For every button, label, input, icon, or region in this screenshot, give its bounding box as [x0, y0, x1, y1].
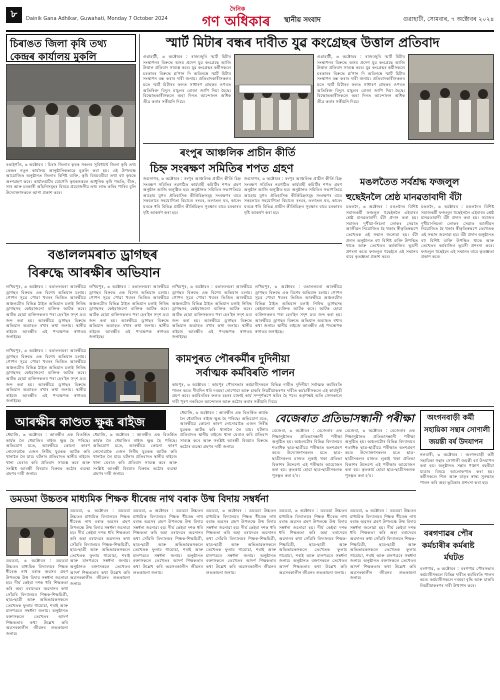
story5-headline-line1: বঙাললমৰাত ড্ৰাগছৰ	[48, 248, 158, 263]
story10-headline-line1: অংগনবাড়ী কৰ্মী	[427, 413, 475, 422]
story5-photo-image	[90, 349, 169, 404]
story7-body-col2: ধেমাজি, ৬ অক্টোবৰ : আৰক্ষীৰ এক বিতৰ্কিত কাৰ্যক লৈ ধেমাজিৰ ৰাইজ ক্ষুব্ধ হৈ পৰিছে। অভিযোগ মতে, আৰক্ষীয়ে কোনো কাৰণ নোদোৱাকৈ এজন নিৰীহ যুৱকক আটক কৰি থানালৈ লৈ যায়। ঘটনাৰ প্ৰতিবাদত স্থানীয় ৰাইজে থানা ঘেৰাও কৰি প্ৰতিবাদ সাব্যস্ত কৰে আৰু সংশ্লিষ্ট আৰক্ষী বিষয়াৰ বিৰুদ্ধে কঠোৰ ব্যৱস্থা গ্ৰহণৰ দাবী জনায়।	[93, 432, 177, 477]
story5-body-col5: লখিমপুৰ, ৬ অক্টোবৰ : বঙাললমৰা আৰক্ষীয়ে ড্ৰাগছৰ বিৰুদ্ধে এক বিশেষ অভিযান চলায়। গোপন সূত্ৰে পোৱা খবৰৰ ভিত্তিত আৰক্ষীয়ে অঞ্চলটোৰ বিভিন্ন ঠাইত অভিযান চলাই নিষিদ্ধ ড্ৰাগছসহ কেইবাজনো ব্যক্তিক আটক কৰে। আটক হোৱা ব্যক্তিসকলৰ পৰা হেৰ'ইন সদৃশ দ্ৰব্য জব্দ কৰা হয়। আৰক্ষীয়ে ড্ৰাগছৰ বিৰুদ্ধে অভিযান অব্যাহত ৰখাৰ কথা জনায়। স্থানীয় ৰাইজে আৰক্ষীৰ এই পদক্ষেপক স্বাগতম জনাইছে।	[6, 348, 86, 404]
story9-photo-image	[7, 509, 68, 556]
masthead-rule	[6, 30, 494, 32]
divider-rule	[6, 243, 342, 244]
story7-body: ধেমাজি, ৬ অক্টোবৰ : আৰক্ষীৰ এক বিতৰ্কিত কাৰ্যক লৈ ধেমাজিৰ ৰাইজ ক্ষুব্ধ হৈ পৰিছে। অভিযোগ মতে, আৰক্ষীয়ে কোনো কাৰণ নোদোৱাকৈ এজন নিৰীহ যুৱকক আটক কৰি থানালৈ লৈ যায়। ঘটনাৰ প্ৰতিবাদত স্থানীয় ৰাইজে থানা ঘেৰাও কৰি প্ৰতিবাদ সাব্যস্ত কৰে আৰু সংশ্লিষ্ট আৰক্ষী বিষয়াৰ বিৰুদ্ধে কঠোৰ ব্যৱস্থা গ্ৰহণৰ দাবী জনায়।	[6, 432, 90, 477]
story10-headline-box	[420, 410, 494, 450]
story4-headline-line1: মঙলতৈত সৰ্বশ্ৰদ্ধ ফজলুল	[360, 177, 460, 188]
story1-headline-line2: কেন্দ্ৰৰ কাৰ্যালয় মুকলি	[10, 52, 97, 63]
story6-body: কামপুৰ, ৬ অক্টোবৰ : কামপুৰ পৌৰসভাৰ কৰ্মচাৰীসকলে বিভিন্ন দাবীত দুদিনীয়া সৰ্বাত্মক কৰ্মবিৰতি পালন কৰে। দীৰ্ঘদিন ধৰি দৰমহা নোপোৱা আৰু চাকৰি নিয়মীয়াকৰণৰ দাবীত কৰ্মচাৰীসকলে এই কাৰ্যসূচী গ্ৰহণ কৰে। কৰ্মবিৰতিৰ ফলত চহৰৰ চাফাই কাৰ্য সম্পূৰ্ণৰূপে স্থবিৰ হৈ পৰে। কৰ্তৃপক্ষই অতি সোনকালে দাবী পূৰণ নকৰিলে আন্দোলন আৰু কঠোৰ কৰাৰ সকীয়নি দিয়ে।	[172, 382, 342, 404]
story1-photo	[6, 64, 136, 160]
story2-photo-right-image	[409, 55, 494, 140]
story2-headline: স্মাৰ্ট মিটাৰ বন্ধৰ দাবীত যুৱ কংগ্ৰেছৰ উত্তাল প্ৰতিবাদ	[166, 36, 440, 51]
story9-body: ডমডমা, ৬ অক্টোবৰ : ডমডমা উচ্চতৰ মাধ্যমিক বিদ্যালয়ৰ শিক্ষক ধীৰেন্দ্ৰ নাথ বৰাক অৱসৰ গ্ৰহণ উপলক্ষে উষ্ম বিদায় সম্বৰ্ধনা জনোৱা হয়। দীৰ্ঘ কেইবা দশক ধৰি শিক্ষকতা কৰি অহা বৰাদেৱৰ অৱদানৰ কথা সোঁৱৰি বিদ্যালয়ৰ শিক্ষক-শিক্ষয়িত্ৰী, ছাত্ৰ-ছাত্ৰী আৰু অভিভাৱকসকলে তেখেতক ফুলাম গামোচা, শৰাই আৰু মানপত্ৰৰে সম্বৰ্ধনা জনায়। অনুষ্ঠানত বক্তাসকলে তেখেতৰ আদৰ্শ শিক্ষকতাৰ কথা উল্লেখ কৰি অৱসৰকালীন জীৱনৰ শুভকামনা জনায়।	[70, 508, 130, 586]
story3-body-col2: জয়সাগৰ, ৬ অক্টোবৰ : ৰংপুৰ আঞ্চলিক প্ৰাচীন কীৰ্তি চিহ্ন সংৰক্ষণ সমিতিৰ নৱগঠিত কাৰ্যবাহী কমিটিৰ শপত গ্ৰহণ অনুষ্ঠান আজি অনুষ্ঠিত হয়। অনুষ্ঠানত সমিতিৰ সভাপতিয়ে আহোম যুগৰ ঐতিহাসিক কীৰ্তিচিহ্নসমূহ সংৰক্ষণৰ বাবে সকলোৰে সহযোগিতা বিচাৰে। ৰংঘৰ, তলাতল ঘৰ, কাৰেং ঘৰকে ধৰি বিভিন্ন প্ৰাচীন কীৰ্তিচিহ্নৰ সুৰক্ষাৰ বাবে চৰকাৰৰ দৃষ্টি আকৰ্ষণ কৰা হয়।	[244, 176, 342, 215]
story4-headline-line2: হুছেইনলৈ শ্ৰেষ্ঠ মানৱতাবাদী বঁটা	[346, 193, 462, 203]
story5-body: লখিমপুৰ, ৬ অক্টোবৰ : বঙাললমৰা আৰক্ষীয়ে ড্ৰাগছৰ বিৰুদ্ধে এক বিশেষ অভিযান চলায়। গোপন সূত্ৰে পোৱা খবৰৰ ভিত্তিত আৰক্ষীয়ে অঞ্চলটোৰ বিভিন্ন ঠাইত অভিযান চলাই নিষিদ্ধ ড্ৰাগছসহ কেইবাজনো ব্যক্তিক আটক কৰে। আটক হোৱা ব্যক্তিসকলৰ পৰা হেৰ'ইন সদৃশ দ্ৰব্য জব্দ কৰা হয়। আৰক্ষীয়ে ড্ৰাগছৰ বিৰুদ্ধে অভিযান অব্যাহত ৰখাৰ কথা জনায়। স্থানীয় ৰাইজে আৰক্ষীৰ এই পদক্ষেপক স্বাগতম জনাইছে।	[6, 284, 86, 340]
story2-body-right: গুৱাহাটী, ৬ অক্টোবৰ : ৰাজ্যজুৰি স্মাৰ্ট মিটাৰ সংস্থাপনৰ বিৰুদ্ধে অসম প্ৰদেশ যুৱ কংগ্ৰেছে আজি উত্তাল প্ৰতিবাদ সাব্যস্ত কৰে। যুৱ কংগ্ৰেছৰ কৰ্মীসকলে চৰকাৰৰ বিৰুদ্ধে শ্ল'গান দি অবিলম্বে স্মাৰ্ট মিটাৰ সংস্থাপন বন্ধ কৰাৰ দাবী জনায়। প্ৰতিবাদকাৰীসকলৰ মতে স্মাৰ্ট মিটাৰৰ ফলত সাধাৰণ গ্ৰাহকৰ ওপৰত অতিৰিক্ত বিদ্যুৎ মাচুলৰ বোজা জাপি দিয়া হৈছে। বিক্ষোভকাৰীসকলে অহা দিনত আন্দোলন অধিক তীব্ৰ কৰাৰ সকীয়নি দিয়ে।	[317, 54, 405, 104]
story5-body-col3: লখিমপুৰ, ৬ অক্টোবৰ : বঙাললমৰা আৰক্ষীয়ে ড্ৰাগছৰ বিৰুদ্ধে এক বিশেষ অভিযান চলায়। গোপন সূত্ৰে পোৱা খবৰৰ ভিত্তিত আৰক্ষীয়ে অঞ্চলটোৰ বিভিন্ন ঠাইত অভিযান চলাই নিষিদ্ধ ড্ৰাগছসহ কেইবাজনো ব্যক্তিক আটক কৰে। আটক হোৱা ব্যক্তিসকলৰ পৰা হেৰ'ইন সদৃশ দ্ৰব্য জব্দ কৰা হয়। আৰক্ষীয়ে ড্ৰাগছৰ বিৰুদ্ধে অভিযান অব্যাহত ৰখাৰ কথা জনায়। স্থানীয় ৰাইজে আৰক্ষীৰ এই পদক্ষেপক স্বাগতম জনাইছে।	[172, 284, 252, 340]
logo-small-text: দৈনিক	[230, 6, 246, 13]
column-divider	[139, 34, 140, 242]
story8-body-col2: বেজেৰা, ৬ অক্টোবৰ : বেজেৰাৰ এক শিক্ষানুষ্ঠানত প্ৰতিভাসন্ধানী পৰীক্ষা অনুষ্ঠিত হয়। অঞ্চলটোৰ বিভিন্ন বিদ্যালয়ৰ শতাধিক ছাত্ৰ-ছাত্ৰীয়ে পৰীক্ষাত অংশগ্ৰহণ কৰে। উদ্যোক্তাসকলৰ মতে ছাত্ৰ-ছাত্ৰীসকলৰ মাজত লুকাই থকা প্ৰতিভা বিকাশৰ উদ্দেশ্যে এই পৰীক্ষাৰ আয়োজন কৰা হয়। কৃতকাৰ্য হোৱা ছাত্ৰ-ছাত্ৰীসকলক পুৰস্কৃত কৰা হ'ব।	[345, 428, 415, 478]
story1-headline-line1: চিৰাঙত জিলা কৃষি তথ্য	[10, 39, 107, 50]
story5-photo	[89, 348, 169, 404]
story10-headline-line2: সহায়িকা সন্থাৰ সোণালী	[424, 426, 490, 434]
story3-headline-line1: ৰংপুৰ আঞ্চলিক প্ৰাচীন কীৰ্তি	[180, 148, 296, 159]
story6-headline-line1: কামপুৰত পৌৰকৰ্মীৰ দুদিনীয়া	[176, 354, 290, 365]
logo-main-text: গণ অধিকাৰ	[202, 14, 271, 30]
story9-body-col0: ডমডমা, ৬ অক্টোবৰ : ডমডমা উচ্চতৰ মাধ্যমিক বিদ্যালয়ৰ শিক্ষক ধীৰেন্দ্ৰ নাথ বৰাক অৱসৰ গ্ৰহণ উপলক্ষে উষ্ম বিদায় সম্বৰ্ধনা জনোৱা হয়। দীৰ্ঘ কেইবা দশক ধৰি শিক্ষকতা কৰি অহা বৰাদেৱৰ অৱদানৰ কথা সোঁৱৰি বিদ্যালয়ৰ শিক্ষক-শিক্ষয়িত্ৰী, ছাত্ৰ-ছাত্ৰী আৰু অভিভাৱকসকলে তেখেতক ফুলাম গামোচা, শৰাই আৰু মানপত্ৰৰে সম্বৰ্ধনা জনায়। অনুষ্ঠানত বক্তাসকলে তেখেতৰ আদৰ্শ শিক্ষকতাৰ কথা উল্লেখ কৰি অৱসৰকালীন জীৱনৰ শুভকামনা জনায়।	[6, 558, 68, 636]
story6-headline-line2: সৰ্বাত্মক কৰ্মবিৰতি পালন	[196, 368, 295, 379]
story2-photo-right	[408, 54, 494, 140]
divider-rule	[143, 143, 494, 144]
story3-body: জয়সাগৰ, ৬ অক্টোবৰ : ৰংপুৰ আঞ্চলিক প্ৰাচীন কীৰ্তি চিহ্ন সংৰক্ষণ সমিতিৰ নৱগঠিত কাৰ্যবাহী কমিটিৰ শপত গ্ৰহণ অনুষ্ঠান আজি অনুষ্ঠিত হয়। অনুষ্ঠানত সমিতিৰ সভাপতিয়ে আহোম যুগৰ ঐতিহাসিক কীৰ্তিচিহ্নসমূহ সংৰক্ষণৰ বাবে সকলোৰে সহযোগিতা বিচাৰে। ৰংঘৰ, তলাতল ঘৰ, কাৰেং ঘৰকে ধৰি বিভিন্ন প্ৰাচীন কীৰ্তিচিহ্নৰ সুৰক্ষাৰ বাবে চৰকাৰৰ দৃষ্টি আকৰ্ষণ কৰা হয়।	[143, 176, 241, 215]
story7-headline: আৰক্ষীৰ কাণ্ডত ক্ষুব্ধ ৰাইজ	[15, 415, 145, 429]
page-number: ৮	[6, 7, 22, 23]
divider-rule	[420, 524, 494, 525]
divider-rule	[6, 490, 416, 491]
story11-body: বৰগণাৱ, ৬ অক্টোবৰ : বৰগণাৱ পৌৰসভাৰ কৰ্মচাৰীসকলে বিভিন্ন দাবীত কৰ্মবিৰতি পালন কৰে। কৰ্মচাৰীসকলে দৰমহা বৃদ্ধি আৰু চাকৰি নিয়মীয়াকৰণৰ দাবী উত্থাপন কৰে।	[420, 566, 494, 588]
story9-body-col2: ডমডমা, ৬ অক্টোবৰ : ডমডমা উচ্চতৰ মাধ্যমিক বিদ্যালয়ৰ শিক্ষক ধীৰেন্দ্ৰ নাথ বৰাক অৱসৰ গ্ৰহণ উপলক্ষে উষ্ম বিদায় সম্বৰ্ধনা জনোৱা হয়। দীৰ্ঘ কেইবা দশক ধৰি শিক্ষকতা কৰি অহা বৰাদেৱৰ অৱদানৰ কথা সোঁৱৰি বিদ্যালয়ৰ শিক্ষক-শিক্ষয়িত্ৰী, ছাত্ৰ-ছাত্ৰী আৰু অভিভাৱকসকলে তেখেতক ফুলাম গামোচা, শৰাই আৰু মানপত্ৰৰে সম্বৰ্ধনা জনায়। অনুষ্ঠানত বক্তাসকলে তেখেতৰ আদৰ্শ শিক্ষকতাৰ কথা উল্লেখ কৰি অৱসৰকালীন জীৱনৰ শুভকামনা জনায়।	[133, 508, 203, 575]
story9-headline: ডমডমা উচ্চতৰ মাধ্যমিক শিক্ষক ধীৰেন্দ্ৰ নাথ বৰাক উষ্ম বিদায় সম্বৰ্ধনা	[10, 494, 269, 505]
story5-body-col2: লখিমপুৰ, ৬ অক্টোবৰ : বঙাললমৰা আৰক্ষীয়ে ড্ৰাগছৰ বিৰুদ্ধে এক বিশেষ অভিযান চলায়। গোপন সূত্ৰে পোৱা খবৰৰ ভিত্তিত আৰক্ষীয়ে অঞ্চলটোৰ বিভিন্ন ঠাইত অভিযান চলাই নিষিদ্ধ ড্ৰাগছসহ কেইবাজনো ব্যক্তিক আটক কৰে। আটক হোৱা ব্যক্তিসকলৰ পৰা হেৰ'ইন সদৃশ দ্ৰব্য জব্দ কৰা হয়। আৰক্ষীয়ে ড্ৰাগছৰ বিৰুদ্ধে অভিযান অব্যাহত ৰখাৰ কথা জনায়। স্থানীয় ৰাইজে আৰক্ষীৰ এই পদক্ষেপক স্বাগতম জনাইছে।	[89, 284, 169, 340]
story3-headline-line2: চিহ্ন সংৰক্ষণ সমিতিৰ শপত গ্ৰহণ	[150, 162, 294, 175]
story11-headline-line2: কৰ্মচাৰীৰ কৰ্মৰাষ্ট	[422, 541, 475, 550]
story9-body-col5: ডমডমা, ৬ অক্টোবৰ : ডমডমা উচ্চতৰ মাধ্যমিক বিদ্যালয়ৰ শিক্ষক ধীৰেন্দ্ৰ নাথ বৰাক অৱসৰ গ্ৰহণ উপলক্ষে উষ্ম বিদায় সম্বৰ্ধনা জনোৱা হয়। দীৰ্ঘ কেইবা দশক ধৰি শিক্ষকতা কৰি অহা বৰাদেৱৰ অৱদানৰ কথা সোঁৱৰি বিদ্যালয়ৰ শিক্ষক-শিক্ষয়িত্ৰী, ছাত্ৰ-ছাত্ৰী আৰু অভিভাৱকসকলে তেখেতক ফুলাম গামোচা, শৰাই আৰু মানপত্ৰৰে সম্বৰ্ধনা জনায়। অনুষ্ঠানত বক্তাসকলে তেখেতৰ আদৰ্শ শিক্ষকতাৰ কথা উল্লেখ কৰি অৱসৰকালীন জীৱনৰ শুভকামনা জনায়।	[350, 508, 416, 581]
story4-body: মঙলদৈ, ৬ অক্টোবৰ : মঙলদৈৰ বিশিষ্ট সমাজকৰ্মী ফজলুল হুছেইনলৈ এইবাৰৰ শ্ৰেষ্ঠ মানৱতাবাদী বঁটা প্ৰদান কৰা হয়। সমাজৰ দুখীয়া-নিচলা লোকৰ সেৱাত আজীৱন নিয়োজিত হৈ থকাৰ স্বীকৃতিস্বৰূপে তেখেতক এই সন্মান জনোৱা হয়। বঁটা প্ৰদান অনুষ্ঠানত বহু বিশিষ্ট ব্যক্তি উপস্থিত থাকে আৰু তেখেতৰ কৰ্মৰাজিৰ ভূয়সী প্ৰশংসা কৰে। ফজলুল হুছেইনে এই সন্মানৰ বাবে কৃতজ্ঞতা প্ৰকাশ কৰে।	[346, 204, 418, 260]
story7-headline-box	[6, 410, 166, 430]
story8-headline: বেজেৰাত প্ৰতিভাসন্ধানী পৰীক্ষা	[275, 412, 414, 425]
story8-body: বেজেৰা, ৬ অক্টোবৰ : বেজেৰাৰ এক শিক্ষানুষ্ঠানত প্ৰতিভাসন্ধানী পৰীক্ষা অনুষ্ঠিত হয়। অঞ্চলটোৰ বিভিন্ন বিদ্যালয়ৰ শতাধিক ছাত্ৰ-ছাত্ৰীয়ে পৰীক্ষাত অংশগ্ৰহণ কৰে। উদ্যোক্তাসকলৰ মতে ছাত্ৰ-ছাত্ৰীসকলৰ মাজত লুকাই থকা প্ৰতিভা বিকাশৰ উদ্দেশ্যে এই পৰীক্ষাৰ আয়োজন কৰা হয়। কৃতকাৰ্য হোৱা ছাত্ৰ-ছাত্ৰীসকলক পুৰস্কৃত কৰা হ'ব।	[272, 428, 342, 478]
story1-body: বঙাইগাঁও, ৬ অক্টোবৰ : চিৰাং জিলাৰ কৃষক সকলৰ সুবিধাৰ্থে জিলা কৃষি তথ্য কেন্দ্ৰৰ নতুন কাৰ্যালয় আনুষ্ঠানিকভাৱে মুকলি কৰা হয়। এই উপলক্ষে আয়োজিত অনুষ্ঠানত জিলাৰ বিশিষ্ট ব্যক্তি, কৃষি বিষয়ববীয়া তথা বহু কৃষকে অংশগ্ৰহণ কৰে। কাৰ্যালয়টিৰ যোগেদি কৃষকসকলে আধুনিক কৃষি পদ্ধতি, বীজ, সাৰ আৰু চৰকাৰী আঁচনিসমূহৰ বিষয়ে প্ৰয়োজনীয় তথ্য লাভ কৰিব পাৰিব বুলি উদ্যোক্তাসকলে আশা প্ৰকাশ কৰে।	[6, 162, 136, 195]
story5-body-col4: লখিমপুৰ, ৬ অক্টোবৰ : বঙাললমৰা আৰক্ষীয়ে ড্ৰাগছৰ বিৰুদ্ধে এক বিশেষ অভিযান চলায়। গোপন সূত্ৰে পোৱা খবৰৰ ভিত্তিত আৰক্ষীয়ে অঞ্চলটোৰ বিভিন্ন ঠাইত অভিযান চলাই নিষিদ্ধ ড্ৰাগছসহ কেইবাজনো ব্যক্তিক আটক কৰে। আটক হোৱা ব্যক্তিসকলৰ পৰা হেৰ'ইন সদৃশ দ্ৰব্য জব্দ কৰা হয়। আৰক্ষীয়ে ড্ৰাগছৰ বিৰুদ্ধে অভিযান অব্যাহত ৰখাৰ কথা জনায়। স্থানীয় ৰাইজে আৰক্ষীৰ এই পদক্ষেপক স্বাগতম জনাইছে।	[255, 284, 342, 334]
section-name: স্থানীয় সংবাদ	[284, 16, 321, 24]
story9-body-col3: ডমডমা, ৬ অক্টোবৰ : ডমডমা উচ্চতৰ মাধ্যমিক বিদ্যালয়ৰ শিক্ষক ধীৰেন্দ্ৰ নাথ বৰাক অৱসৰ গ্ৰহণ উপলক্ষে উষ্ম বিদায় সম্বৰ্ধনা জনোৱা হয়। দীৰ্ঘ কেইবা দশক ধৰি শিক্ষকতা কৰি অহা বৰাদেৱৰ অৱদানৰ কথা সোঁৱৰি বিদ্যালয়ৰ শিক্ষক-শিক্ষয়িত্ৰী, ছাত্ৰ-ছাত্ৰী আৰু অভিভাৱকসকলে তেখেতক ফুলাম গামোচা, শৰাই আৰু মানপত্ৰৰে সম্বৰ্ধনা জনায়। অনুষ্ঠানত বক্তাসকলে তেখেতৰ আদৰ্শ শিক্ষকতাৰ কথা উল্লেখ কৰি অৱসৰকালীন জীৱনৰ শুভকামনা জনায়।	[206, 508, 276, 575]
story7-body-col3: ধেমাজি, ৬ অক্টোবৰ : আৰক্ষীৰ এক বিতৰ্কিত কাৰ্যক লৈ ধেমাজিৰ ৰাইজ ক্ষুব্ধ হৈ পৰিছে। অভিযোগ মতে, আৰক্ষীয়ে কোনো কাৰণ নোদোৱাকৈ এজন নিৰীহ যুৱকক আটক কৰি থানালৈ লৈ যায়। ঘটনাৰ প্ৰতিবাদত স্থানীয় ৰাইজে থানা ঘেৰাও কৰি প্ৰতিবাদ সাব্যস্ত কৰে আৰু সংশ্লিষ্ট আৰক্ষী বিষয়াৰ বিৰুদ্ধে কঠোৰ ব্যৱস্থা গ্ৰহণৰ দাবী জনায়।	[180, 410, 268, 449]
story11-headline-line3: ৰ্মঘটত	[444, 553, 464, 562]
story9-photo	[6, 508, 68, 556]
date-line: গুৱাহাটী, সোমবাৰ, ৭ অক্টোবৰ ২০২৪	[402, 16, 494, 23]
story1-headline-box	[6, 34, 136, 62]
story1-photo-image	[7, 65, 136, 160]
edition-line: Dainik Gana Adhikar, Guwahati, Monday 7 October 2024	[26, 16, 168, 22]
story4-body-col2: মঙলদৈ, ৬ অক্টোবৰ : মঙলদৈৰ বিশিষ্ট সমাজকৰ্মী ফজলুল হুছেইনলৈ এইবাৰৰ শ্ৰেষ্ঠ মানৱতাবাদী বঁটা প্ৰদান কৰা হয়। সমাজৰ দুখীয়া-নিচলা লোকৰ সেৱাত আজীৱন নিয়োজিত হৈ থকাৰ স্বীকৃতিস্বৰূপে তেখেতক এই সন্মান জনোৱা হয়। বঁটা প্ৰদান অনুষ্ঠানত বহু বিশিষ্ট ব্যক্তি উপস্থিত থাকে আৰু তেখেতৰ কৰ্মৰাজিৰ ভূয়সী প্ৰশংসা কৰে। ফজলুল হুছেইনে এই সন্মানৰ বাবে কৃতজ্ঞতা প্ৰকাশ কৰে।	[421, 204, 494, 260]
masthead	[6, 4, 494, 30]
newspaper-logo	[196, 4, 296, 28]
divider-rule	[6, 406, 494, 407]
story2-body: গুৱাহাটী, ৬ অক্টোবৰ : ৰাজ্যজুৰি স্মাৰ্ট মিটাৰ সংস্থাপনৰ বিৰুদ্ধে অসম প্ৰদেশ যুৱ কংগ্ৰেছে আজি উত্তাল প্ৰতিবাদ সাব্যস্ত কৰে। যুৱ কংগ্ৰেছৰ কৰ্মীসকলে চৰকাৰৰ বিৰুদ্ধে শ্ল'গান দি অবিলম্বে স্মাৰ্ট মিটাৰ সংস্থাপন বন্ধ কৰাৰ দাবী জনায়। প্ৰতিবাদকাৰীসকলৰ মতে স্মাৰ্ট মিটাৰৰ ফলত সাধাৰণ গ্ৰাহকৰ ওপৰত অতিৰিক্ত বিদ্যুৎ মাচুলৰ বোজা জাপি দিয়া হৈছে। বিক্ষোভকাৰীসকলে অহা দিনত আন্দোলন অধিক তীব্ৰ কৰাৰ সকীয়নি দিয়ে।	[143, 54, 231, 104]
story10-headline-line3: জয়ন্তী বৰ্ষ উদযাপন	[429, 438, 483, 446]
story9-body-col4: ডমডমা, ৬ অক্টোবৰ : ডমডমা উচ্চতৰ মাধ্যমিক বিদ্যালয়ৰ শিক্ষক ধীৰেন্দ্ৰ নাথ বৰাক অৱসৰ গ্ৰহণ উপলক্ষে উষ্ম বিদায় সম্বৰ্ধনা জনোৱা হয়। দীৰ্ঘ কেইবা দশক ধৰি শিক্ষকতা কৰি অহা বৰাদেৱৰ অৱদানৰ কথা সোঁৱৰি বিদ্যালয়ৰ শিক্ষক-শিক্ষয়িত্ৰী, ছাত্ৰ-ছাত্ৰী আৰু অভিভাৱকসকলে তেখেতক ফুলাম গামোচা, শৰাই আৰু মানপত্ৰৰে সম্বৰ্ধনা জনায়। অনুষ্ঠানত বক্তাসকলে তেখেতৰ আদৰ্শ শিক্ষকতাৰ কথা উল্লেখ কৰি অৱসৰকালীন জীৱনৰ শুভকামনা জনায়।	[279, 508, 347, 575]
story2-photo-left-image	[235, 55, 314, 138]
story5-headline-line2: বিৰুদ্ধে আৰক্ষীৰ অভিযান	[28, 266, 161, 281]
story11-headline-line1: বৰগণাৱৰ পৌৰ	[424, 529, 473, 538]
story2-photo-left	[234, 54, 314, 138]
story10-body: নলবাৰী, ৬ অক্টোবৰ : অংগনবাড়ী কৰ্মী সহায়িকা সন্থাৰ সোণালী জয়ন্তী বৰ্ষ উদযাপন কৰা হয়। অনুষ্ঠানত সন্থাৰ পঞ্চাশ বছৰীয়া যাত্ৰাৰ বিষয়ে আলোকপাত কৰা হয়। কৰ্মীসকলে শিশু আৰু মাতৃৰ স্বাস্থ্য সুৰক্ষাত পালন কৰি অহা ভূমিকাৰ প্ৰশংসা কৰা হয়।	[420, 452, 494, 485]
